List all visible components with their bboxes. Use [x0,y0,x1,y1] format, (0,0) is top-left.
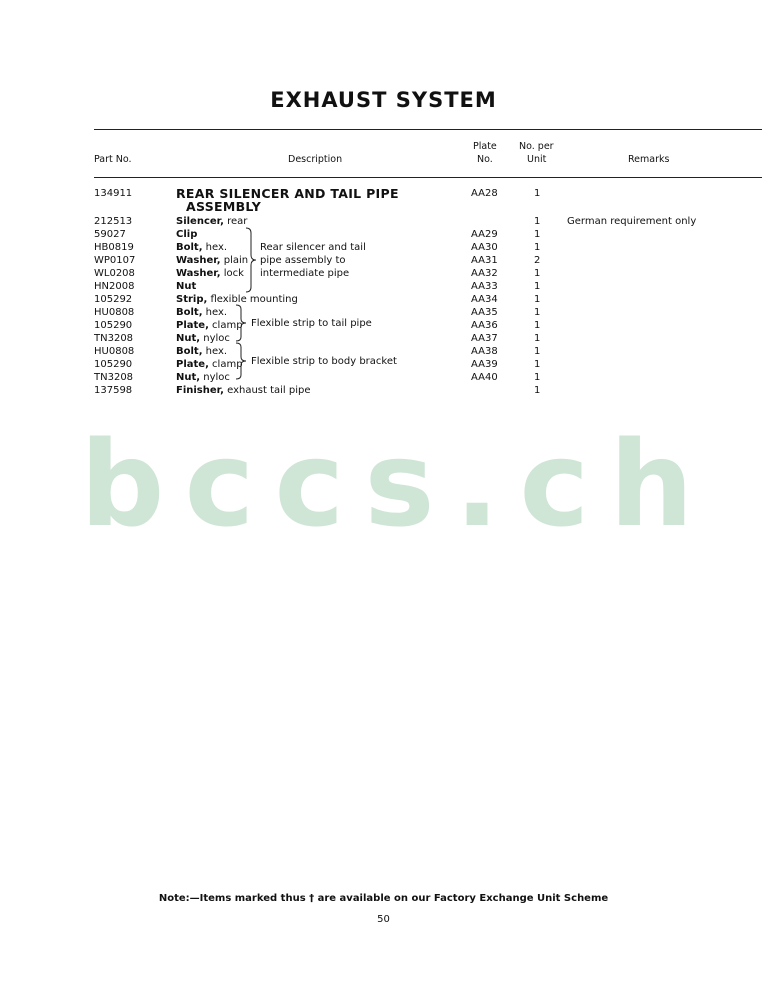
description [176,268,244,280]
quantity: 1 [534,320,541,331]
description [176,307,227,319]
description [176,385,311,397]
remarks: German requirement only [567,216,697,227]
header-plate-line2: No. [477,154,493,165]
description [176,216,247,228]
header-unit-line2: Unit [527,154,547,165]
description [176,346,227,358]
plate-number: AA28 [471,188,498,199]
brace-icon [234,342,248,380]
description-detail: plain [220,255,249,266]
brace-icon [244,227,258,293]
description-bold: Bolt, [176,242,203,253]
table-row [0,188,767,201]
header-bottom-rule [94,177,762,178]
description-bold: Washer, [176,255,221,266]
part-number: HU0808 [94,346,135,357]
table-row [0,281,767,294]
description [176,229,197,241]
description [186,201,261,215]
quantity: 1 [534,268,541,279]
description-detail: flexible mounting [207,294,298,305]
plate-number: AA31 [471,255,498,266]
brace-note-text: Flexible strip to body bracket [251,356,397,367]
plate-number: AA38 [471,346,498,357]
part-number: 105290 [94,359,133,370]
brace-note-line: intermediate pipe [260,268,350,279]
header-top-rule [94,129,762,130]
plate-number: AA39 [471,359,498,370]
watermark [80,415,714,553]
description [176,255,248,267]
description-bold: Nut, [176,333,201,344]
table-row [0,268,767,281]
table-row [0,242,767,255]
description-bold: Bolt, [176,307,203,318]
description-detail: exhaust tail pipe [223,385,311,396]
header-part-no: Part No. [94,154,132,165]
table-row [0,201,767,214]
part-number: 105290 [94,320,133,331]
description-bold: Nut [176,281,197,292]
quantity: 1 [534,346,541,357]
plate-number: AA32 [471,268,498,279]
part-number: TN3208 [94,333,134,344]
part-number: TN3208 [94,372,134,383]
brace-note-line: pipe assembly to [260,255,346,266]
description-detail: nyloc [200,372,230,383]
table-row [0,294,767,307]
quantity: 1 [534,372,541,383]
footer-note: Note:—Items marked thus † are available on our Factory Exchange Unit Scheme [158,893,609,904]
part-number: 59027 [94,229,126,240]
header-plate-line1: Plate [473,141,497,152]
watermark-text: bccs.ch [80,415,714,553]
description [176,372,230,384]
quantity: 1 [534,307,541,318]
description [176,333,230,345]
header-unit-line1: No. per [519,141,554,152]
table-row [0,333,767,346]
table-row [0,307,767,320]
description-detail: rear [223,216,248,227]
brace-note-text: Flexible strip to tail pipe [251,318,372,329]
quantity: 1 [534,385,541,396]
description-bold: Washer, [176,268,221,279]
page-number: 50 [377,914,390,925]
quantity: 2 [534,255,541,266]
quantity: 1 [534,188,541,199]
description-bold: Finisher, [176,385,224,396]
part-number: HB0819 [94,242,134,253]
description-detail: hex. [202,346,228,357]
part-number: HU0808 [94,307,135,318]
description-bold: Nut, [176,372,201,383]
plate-number: AA37 [471,333,498,344]
description-bold: Plate, [176,359,209,370]
header-description: Description [288,154,343,165]
description-detail: hex. [202,242,228,253]
plate-number: AA36 [471,320,498,331]
description-detail: clamp [208,320,243,331]
quantity: 1 [534,216,541,227]
header-remarks: Remarks [628,154,670,165]
quantity: 1 [534,294,541,305]
part-number: WP0107 [94,255,136,266]
plate-number: AA40 [471,372,498,383]
description-bold: Plate, [176,320,209,331]
plate-number: AA30 [471,242,498,253]
part-number: 212513 [94,216,133,227]
description-bold: REAR SILENCER AND TAIL PIPE [176,186,399,201]
description-bold: Strip, [176,294,208,305]
brace-icon [234,304,248,342]
table-row [0,229,767,242]
quantity: 1 [534,242,541,253]
description-detail: hex. [202,307,228,318]
plate-number: AA33 [471,281,498,292]
table-row [0,255,767,268]
description [176,281,196,293]
plate-number: AA35 [471,307,498,318]
page-title: EXHAUST SYSTEM [270,88,497,112]
brace-note-line: Rear silencer and tail [260,242,366,253]
table-row [0,385,767,398]
description [176,242,227,254]
description [176,359,243,371]
description-detail: clamp [208,359,243,370]
description-bold: Silencer, [176,216,224,227]
part-number: 105292 [94,294,133,305]
quantity: 1 [534,359,541,370]
quantity: 1 [534,229,541,240]
part-number: HN2008 [94,281,135,292]
part-number: WL0208 [94,268,135,279]
part-number: 137598 [94,385,133,396]
plate-number: AA34 [471,294,498,305]
description-detail: lock [220,268,244,279]
quantity: 1 [534,281,541,292]
description-detail: nyloc [200,333,230,344]
part-number: 134911 [94,188,133,199]
table-row [0,216,767,229]
table-row [0,372,767,385]
description [176,320,243,332]
description-bold: Bolt, [176,346,203,357]
quantity: 1 [534,333,541,344]
description-bold: ASSEMBLY [186,199,262,214]
table-row [0,320,767,333]
plate-number: AA29 [471,229,498,240]
description-bold: Clip [176,229,198,240]
